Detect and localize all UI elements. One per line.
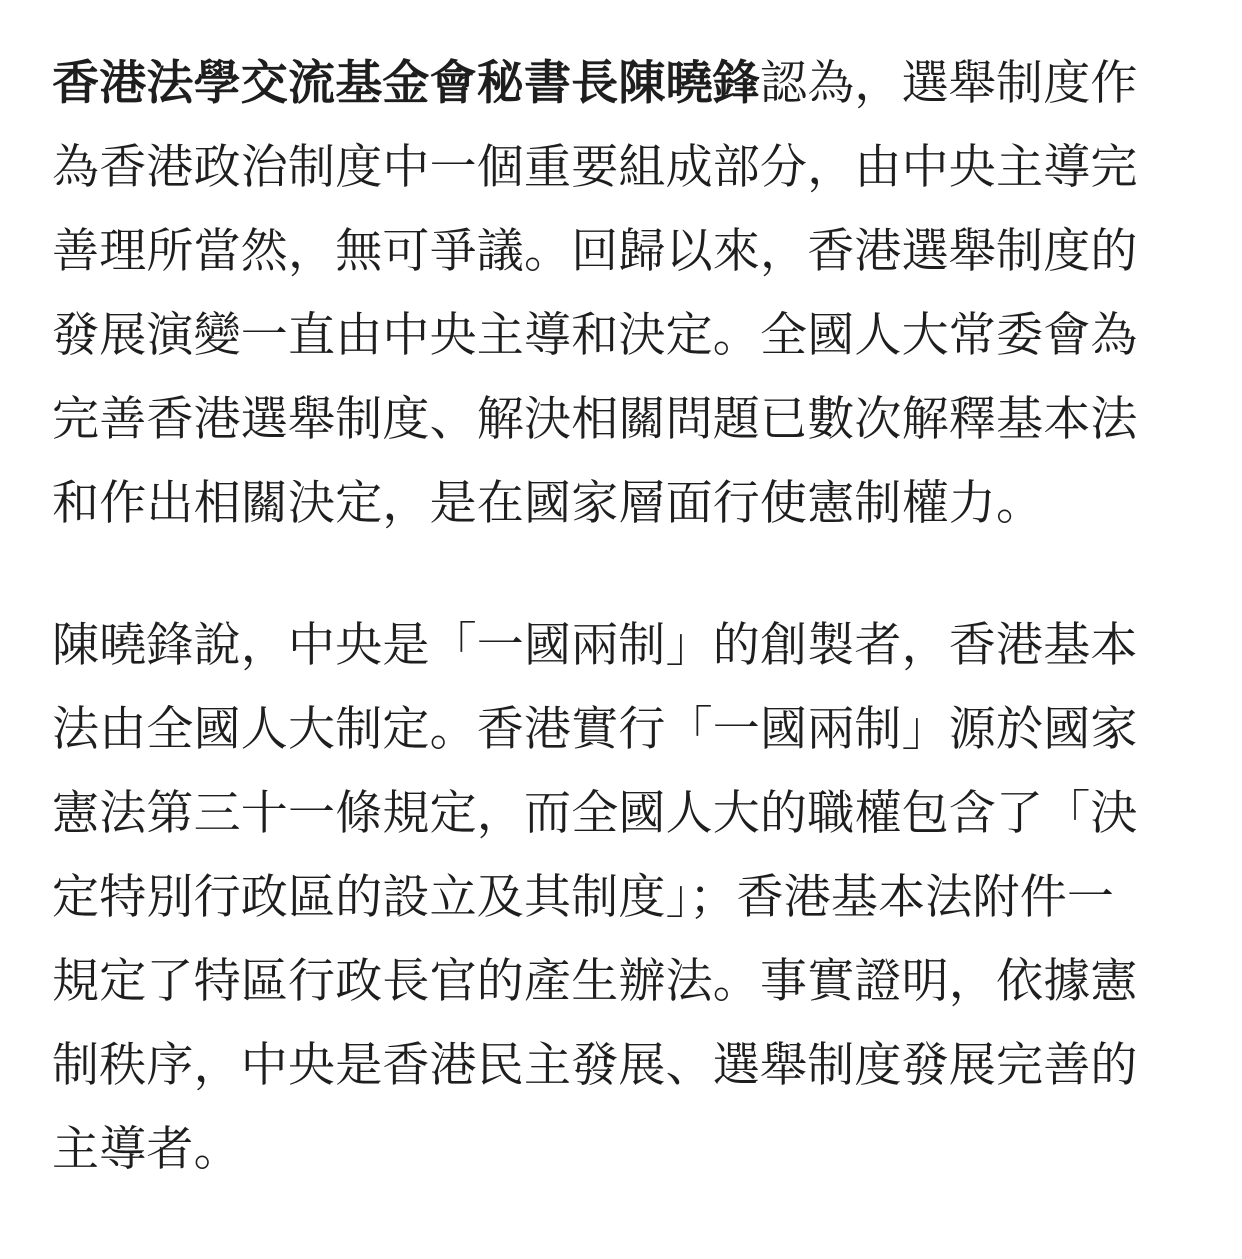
article-body [52, 42, 1156, 1192]
paragraph-2 [52, 604, 1156, 1192]
text-line: 規定了特區行政長官的產生辦法。事實證明，依據憲 [52, 954, 1138, 1009]
text-line: 憲法第三十一條規定，而全國人大的職權包含了「決 [52, 786, 1138, 841]
paragraph-spacer [52, 546, 1156, 604]
text-line: 定特別行政區的設立及其制度」；香港基本法附件一 [52, 870, 1115, 925]
text-line: 善理所當然，無可爭議。回歸以來，香港選舉制度的 [52, 224, 1138, 279]
text-line: 發展演變一直由中央主導和決定。全國人大常委會為 [52, 308, 1138, 363]
text-line [52, 42, 1156, 126]
text-line: 法由全國人大制定。香港實行「一國兩制」源於國家 [52, 702, 1138, 757]
text-line: 和作出相關決定，是在國家層面行使憲制權力。 [52, 476, 1044, 531]
paragraph-1 [52, 42, 1156, 546]
text-line: 陳曉鋒說，中央是「一國兩制」的創製者，香港基本 [52, 618, 1138, 673]
text-line: 主導者。 [52, 1122, 241, 1177]
text-line: 為香港政治制度中一個重要組成部分，由中央主導完 [52, 140, 1138, 195]
speaker-name-bold: 香港法學交流基金會秘書長陳曉鋒 [52, 56, 760, 111]
text-span: 認為，選舉制度作 [760, 56, 1138, 111]
text-line: 制秩序，中央是香港民主發展、選舉制度發展完善的 [52, 1038, 1138, 1093]
text-line: 完善香港選舉制度、解決相關問題已數次解釋基本法 [52, 392, 1138, 447]
